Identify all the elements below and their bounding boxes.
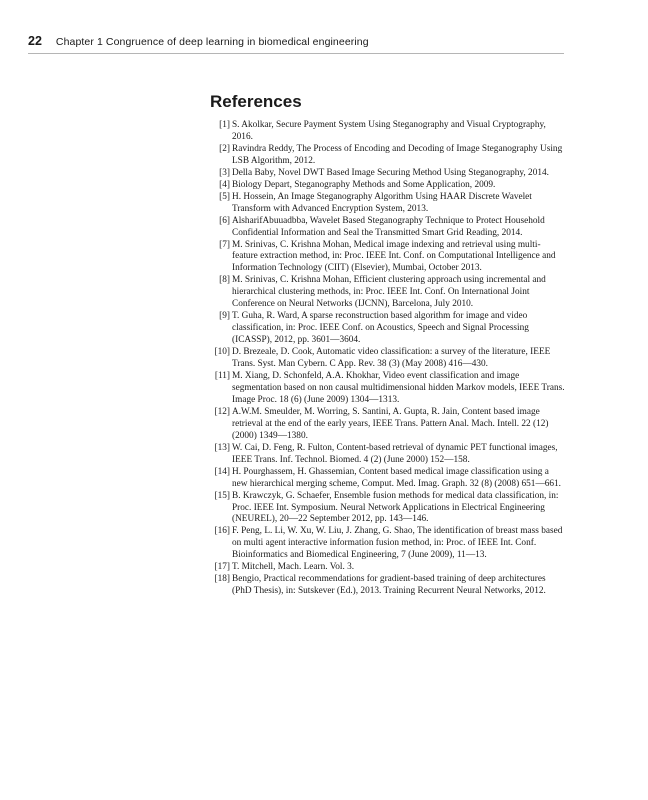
chapter-title: Chapter 1 Congruence of deep learning in biomedical engineering xyxy=(55,36,369,48)
reference-number: [14] xyxy=(214,466,230,477)
reference-number: [10] xyxy=(214,347,230,358)
section-title: References xyxy=(210,92,302,111)
reference-text: F. Peng, L. Li, W. Xu, W. Liu, J. Zhang, G. Shao, The identification of breast mass based on multi agent interactive information fusion method, in: Proc. of IEEE Int. Conf. Bioinformatics and Biomedical Engineering, 7 (June 2009), 11—13. xyxy=(232,526,563,561)
reference-item xyxy=(210,347,566,371)
reference-item xyxy=(210,491,566,527)
reference-number: [3] xyxy=(219,167,230,178)
reference-number: [1] xyxy=(219,120,230,130)
reference-item xyxy=(210,240,566,276)
reference-list xyxy=(210,120,566,598)
reference-text: T. Guha, R. Ward, A sparse reconstruction based algorithm for image and video classification, in: Proc. IEEE Conf. on Acoustics, Speech and Signal Processing (ICASSP), 2012, pp. 3601—3604. xyxy=(232,311,529,346)
reference-number: [13] xyxy=(214,442,230,453)
reference-item xyxy=(210,168,566,180)
reference-number: [18] xyxy=(214,574,230,585)
reference-item xyxy=(210,574,566,598)
reference-text: H. Hossein, An Image Steganography Algorithm Using HAAR Discrete Wavelet Transform with Advanced Encryption System, 2013. xyxy=(232,191,532,214)
reference-item xyxy=(210,120,566,144)
page-number: 22 xyxy=(28,34,42,48)
reference-number: [2] xyxy=(219,143,230,154)
reference-item xyxy=(210,526,566,562)
reference-text: Biology Depart, Steganography Methods and Some Application, 2009. xyxy=(232,179,496,190)
reference-number: [7] xyxy=(219,239,230,250)
reference-text: D. Brezeale, D. Cook, Automatic video classification: a survey of the literature, IEEE Trans. Syst. Man Cybern. C App. Rev. 38 (3) (May 2008) 416—430. xyxy=(232,347,551,370)
reference-text: Bengio, Practical recommendations for gradient-based training of deep architectures (PhD Thesis), in: Sutskever (Ed.), 2013. Training Recurrent Neural Networks, 2012. xyxy=(232,574,546,597)
running-header xyxy=(28,34,564,54)
reference-text: M. Srinivas, C. Krishna Mohan, Efficient clustering approach using incremental and hierarchical clustering methods, in: Proc. IEEE Int. Conf. On International Joint Conference on Neural Networks (IJCNN), Barcelona, July 2010. xyxy=(232,275,546,310)
reference-text: T. Mitchell, Mach. Learn. Vol. 3. xyxy=(232,562,355,573)
reference-item xyxy=(210,192,566,216)
reference-number: [11] xyxy=(214,371,230,382)
reference-number: [16] xyxy=(214,526,230,537)
reference-item xyxy=(210,216,566,240)
reference-number: [8] xyxy=(219,275,230,286)
reference-number: [9] xyxy=(219,311,230,322)
reference-text: H. Pourghassem, H. Ghassemian, Content based medical image classification using a new hierarchical merging scheme, Comput. Med. Imag. Graph. 32 (8) (2008) 651—661. xyxy=(232,466,562,489)
reference-item xyxy=(210,443,566,467)
reference-item xyxy=(210,275,566,311)
reference-item xyxy=(210,144,566,168)
reference-text: Della Baby, Novel DWT Based Image Securing Method Using Steganography, 2014. xyxy=(232,167,549,178)
reference-text: W. Cai, D. Feng, R. Fulton, Content-based retrieval of dynamic PET functional images, IEEE Trans. Inf. Technol. Biomed. 4 (2) (June 2000) 152—158. xyxy=(232,442,558,465)
reference-text: M. Xiang, D. Schonfeld, A.A. Khokhar, Video event classification and image segmentation based on non causal multidimensional hidden Markov models, IEEE Trans. Image Proc. 18 (6) (June 2009) 1304—1313. xyxy=(232,371,565,405)
reference-number: [4] xyxy=(219,179,230,190)
reference-text: AlsharifAbuuadbba, Wavelet Based Steganography Technique to Protect Household Confidential Information and Seal the Transmitted Smart Grid Reading, 2014. xyxy=(232,215,545,238)
reference-number: [6] xyxy=(219,215,230,226)
reference-text: S. Akolkar, Secure Payment System Using Steganography and Visual Cryptography, 2016. xyxy=(232,120,546,142)
reference-item xyxy=(210,180,566,192)
reference-number: [17] xyxy=(214,562,230,573)
reference-item xyxy=(210,311,566,347)
reference-text: M. Srinivas, C. Krishna Mohan, Medical image indexing and retrieval using multi-feature extraction method, in: Proc. IEEE Int. Conf. on Computational Intelligence and Information Technology (CIIT) (Elsevier), Mumbai, October 2013. xyxy=(232,239,556,274)
reference-text: Ravindra Reddy, The Process of Encoding and Decoding of Image Steganography Using LSB Algorithm, 2012. xyxy=(232,143,563,166)
reference-number: [5] xyxy=(219,191,230,202)
reference-item xyxy=(210,467,566,491)
reference-number: [12] xyxy=(214,406,230,417)
reference-item xyxy=(210,371,566,407)
reference-item xyxy=(210,562,566,574)
reference-item xyxy=(210,407,566,443)
reference-text: B. Krawczyk, G. Schaefer, Ensemble fusion methods for medical data classification, in: Proc. IEEE Int. Symposium. Neural Network Applications in Electrical Engineering (NEUREL), 20—22 September 2012, pp. 143—146. xyxy=(232,490,559,525)
reference-number: [15] xyxy=(214,490,230,501)
reference-text: A.W.M. Smeulder, M. Worring, S. Santini, A. Gupta, R. Jain, Content based image retrieval at the end of the early years, IEEE Trans. Pattern Anal. Mach. Intell. 22 (12) (2000) 1349—1380. xyxy=(232,406,549,441)
